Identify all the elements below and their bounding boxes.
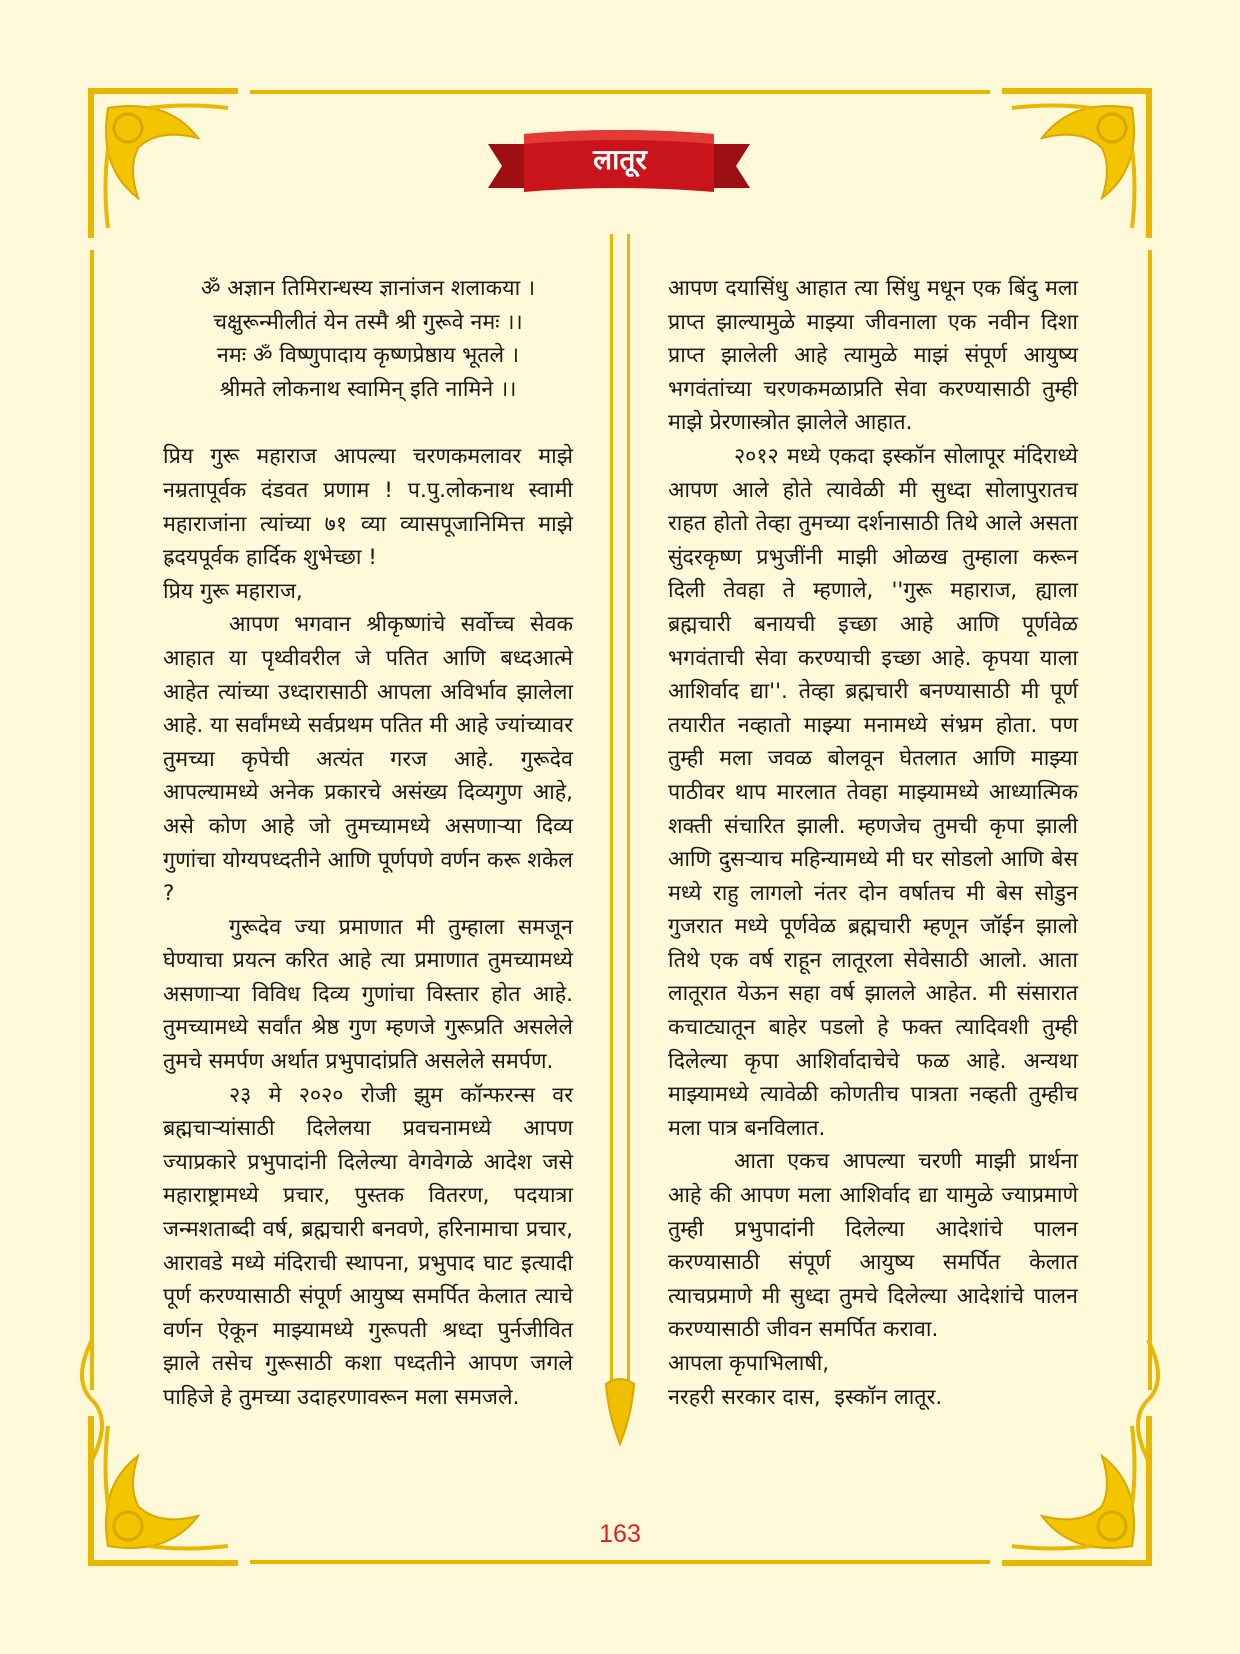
banner-title: लातूर [593,143,647,176]
corner-ornament-top-right [992,78,1162,248]
side-flourish-left [72,1340,112,1460]
verse-line: नमः ॐ विष्णुपादाय कृष्णप्रेष्ठाय भूतले । [216,343,520,369]
salutation: प्रिय गुरू महाराज, [163,578,303,604]
greeting-paragraph: प्रिय गुरू महाराज आपल्या चरणकमलावर माझे नम्रतापूर्वक दंडवत प्रणाम ! प.पु.लोकनाथ स्वामी महाराजांना त्यांच्या ७१ व्या व्यासपूजानिमित्त माझे ह्रदयपूर्वक हार्दिक शुभेच्छा ! [163,444,573,571]
signature: नरहरी सरकार दास, इस्कॉन लातूर. [668,1384,943,1410]
frame-line-bottom [250,1560,990,1564]
page-number: 163 [599,1520,641,1548]
verse-line: श्रीमते लोकनाथ स्वामिन् इति नामिने ।। [219,376,517,402]
column-divider [604,234,636,1454]
left-column [163,272,573,1415]
body-paragraph: २०१२ मध्ये एकदा इस्कॉन सोलापूर मंदिराध्ये आपण आले होते त्यावेळी मी सुध्दा सोलापुरातच राहत होतो तेव्हा तुमच्या दर्शनासाठी तिथे आले असता सुंदरकृष्ण प्रभुजींनी माझी ओळख तुम्हाला करून दिली तेवहा ते म्हणाले, ''गुरू महाराज, ह्याला ब्रह्मचारी बनायची इच्छा आहे आणि पूर्णवेळ भगवंताची सेवा करण्याची इच्छा आहे. कृपया याला आशिर्वाद द्या''. तेव्हा ब्रह्मचारी बनण्यासाठी मी पूर्ण तयारीत नव्हातो माझ्या मनामध्ये संभ्रम होता. पण तुम्ही मला जवळ बोलवून घेतलात आणि माझ्या पाठीवर थाप मारलात तेवहा माझ्यामध्ये आध्यात्मिक शक्ती संचारित झाली. म्हणजेच तुमची कृपा झाली आणि दुसऱ्याच महिन्यामध्ये मी घर सोडलो आणि बेस मध्ये राहु लागलो नंतर दोन वर्षातच मी बेस सोडुन गुजरात मध्ये पूर्णवेळ ब्रह्मचारी म्हणून जॉईन झालो तिथे एक वर्ष राहून लातूरला सेवेसाठी आलो. आता लातूरात येऊन सहा वर्ष झालले आहेत. मी संसारात कचाट्यातून बाहेर पडलो हे फक्त त्यादिवशी तुम्ही दिलेल्या कृपा आशिर्वादाचेचे फळ आहे. अन्यथा माझ्यामध्ये त्यावेळी कोणतीच पात्रता नव्हती तुम्हीच मला पात्र बनविलात. [668,443,1078,1141]
right-column [668,272,1078,1414]
frame-line-right [1148,250,1152,1390]
body-paragraph: २३ मे २०२० रोजी झुम कॉन्फरन्स वर ब्रह्मचाऱ्यांसाठी दिलेलया प्रवचनामध्ये आपण ज्याप्रकारे प्रभुपादांनी दिलेल्या वेगवेगळे आदेश जसे महाराष्ट्रामध्ये प्रचार, पुस्तक वितरण, पदयात्रा जन्मशताब्दी वर्ष, ब्रह्मचारी बनवणे, हरिनामाचा प्रचार, आरावडे मध्ये मंदिराची स्थापना, प्रभुपाद घाट इत्यादी पूर्ण करण्यासाठी संपूर्ण आयुष्य समर्पित केलात त्याचे वर्णन ऐकून माझ्यामध्ये गुरूपती श्रध्दा पुर्नजीवित झाले तसेच गुरूसाठी कशा पध्दतीने आपण जगले पाहिजे हे तुमच्या उदाहरणावरून मला समजले. [163,1082,573,1410]
frame-line-top [250,90,990,94]
closing-line: आपला कृपाभिलाषी, [668,1351,830,1376]
corner-ornament-top-left [78,78,248,248]
frame-line-left [90,250,94,1390]
body-paragraph: आपण भगवान श्रीकृष्णांचे सर्वोच्च सेवक आहात या पृथ्वीवरील जे पतित आणि बध्दआत्मे आहेत त्यांच्या उध्दारासाठी आपला अविर्भाव झालेला आहे. या सर्वांमध्ये सर्वप्रथम पतित मी आहे ज्यांच्यावर तुमच्या कृपेची अत्यंत गरज आहे. गुरूदेव आपल्यामध्ये अनेक प्रकारचे असंख्य दिव्यगुण आहे, असे कोण आहे जो तुमच्यामध्ये असणाऱ्या दिव्य गुणांचा योग्यपध्दतीने आणि पूर्णपणे वर्णन करू शकेल ? [163,612,573,907]
verse-line: ॐ अज्ञान तिमिरान्धस्य ज्ञानांजन शलाकया । [200,276,536,301]
body-paragraph: आपण दयासिंधु आहात त्या सिंधु मधून एक बिंदु मला प्राप्त झाल्यामुळे माझ्या जीवनाला एक नवीन दिशा प्राप्त झालेली आहे त्यामुळे माझं संपूर्ण आयुष्य भगवंतांच्या चरणकमळाप्रति सेवा करण्यासाठी तुम्ही माझे प्रेरणास्त्रोत झालेले आहात. [668,276,1078,436]
body-paragraph: गुरूदेव ज्या प्रमाणात मी तुम्हाला समजून घेण्याचा प्रयत्न करित आहे त्या प्रमाणात तुमच्यामध्ये असणाऱ्या विविध दिव्य गुणांचा विस्तार होत आहे. तुमच्यामध्ये सर्वांत श्रेष्ठ गुण म्हणजे गुरूप्रति असलेले तुमचे समर्पण अर्थात प्रभुपादांप्रति असलेले समर्पण. [163,914,573,1075]
verse-line: चक्षुरून्मीलीतं येन तस्मै श्री गुरूवे नमः ।। [213,309,523,335]
side-flourish-right [1128,1340,1168,1460]
sanskrit-verse [163,272,573,406]
body-paragraph: आता एकच आपल्या चरणी माझी प्रार्थना आहे की आपण मला आशिर्वाद द्या यामुळे ज्याप्रमाणे तुम्ही प्रभुपादांनी दिलेल्या आदेशांचे पालन करण्यासाठी संपूर्ण आयुष्य समर्पित केलात त्याचप्रमाणे मी सुध्दा तुमचे दिलेल्या आदेशांचे पालन करण्यासाठी जीवन समर्पित करावा. [668,1149,1078,1343]
